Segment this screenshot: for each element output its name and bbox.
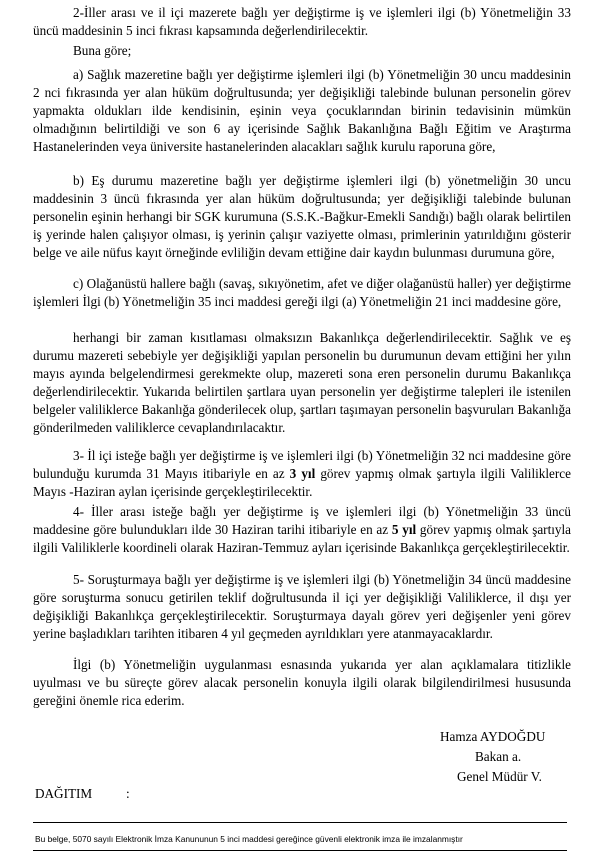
paragraph-spouse-excuse: b) Eş durumu mazeretine bağlı yer değiştirme işlemleri ilgi (b) yönetmeliğin 30 uncu maddesinin 3 üncü fıkrasında yer alan hüküm doğrultusunda; yer değişikliği talebinde bulunan personelin eşinin herhangi bir SGK kurumuna (S.S.K.-Bağkur-Emekli Sandığı) bağlı olarak belirtilen iş yerinde halen çalışıyor olması, iş yerinin çalışır vaziyette olması, primlerinin yatırıldığını gösterir belge ve aile nüfus kayıt örneğinde evliliğin devam ettiğine dair kaydın bulunması durumuna göre, (33, 173, 571, 260)
paragraph-ministry-evaluation: herhangi bir zaman kısıtlaması olmaksızın Bakanlıkça değerlendirilecektir. Sağlık ve eş durumu mazereti sebebiyle yer değişikliği yapılan personelin bu durumunun devam ettiğini her yılın mayıs ayında belgelendirmesi gerekmekte olup, mazereti sona eren personelin durumu Bakanlıkça değerlendirilecektir. Yukarıda belirtilen şartlara uyan personelin yer değiştirme talepleri ile istenilen belgeler valiliklerce Bakanlığa gönderilecek olup, şartları taşımayan personelin başvuruları Bakanlığa gönderilmeden valiliklerce cevaplandırılacaktır. (33, 330, 571, 435)
footer-rule-bottom (33, 850, 567, 851)
paragraph-in-province-voluntary (33, 447, 571, 501)
text-run: 4- İller arası isteğe bağlı yer değiştirme iş ve işlemleri ilgi (b) Yönetmeliğin 33 üncü maddesine göre bulundukları ilde 30 Haziran tarihi itibariyle en az (33, 504, 571, 537)
emphasis-years: 3 yıl (289, 466, 316, 481)
e-signature-notice: Bu belge, 5070 sayılı Elektronik İmza Kanununun 5 inci maddesi gereğince güvenli elektronik imza ile imzalanmıştır (35, 834, 463, 844)
text-run: görev yapmış olmak şartıyla ilgili Valiliklerce Mayıs -Haziran aylan içerisinde gerçekleştirilecektir. (33, 466, 572, 499)
signatory-title: Genel Müdür V. (457, 769, 542, 784)
signatory-name: Hamza AYDOĞDU (440, 729, 546, 744)
emphasis-years: 5 yıl (391, 522, 417, 537)
paragraph-investigation: 5- Soruşturmaya bağlı yer değiştirme iş ve işlemleri ilgi (b) Yönetmeliğin 34 üncü maddesine göre soruşturma sonucu getirilen teklif doğrultusunda il içi yer değişikliği Valiliklerce, il dışı yer değişikliği Bakanlıkça gerçekleştirilecektir. Soruşturmaya dayalı görev yeri değişenler yeni görev yerine başladıkları tarihten itibaren 4 yıl geçmeden ayrıldıkları yere atanmayacaklardır. (33, 572, 571, 641)
paragraph-closing-request: İlgi (b) Yönetmeliğin uygulanması esnasında yukarıda yer alan açıklamalara titizlikle uyulması ve bu süreçte görev alacak personelin konuyla ilgili olarak bilgilendirilmesi hususunda gereğini önemle rica ederim. (33, 657, 571, 708)
paragraph-interprovincial-excuse: 2-İller arası ve il içi mazerete bağlı yer değiştirme iş ve işlemleri ilgi (b) Yönetmeliğin 33 üncü maddesinin 5 inci fıkrası kapsamında değerlendirilecektir. (33, 5, 571, 38)
text-run: 3- İl içi isteğe bağlı yer değiştirme iş ve işlemleri ilgi (b) Yönetmeliğin 32 nci maddesine göre bulunduğu kurumda 31 Mayıs itibariyle en az (33, 448, 571, 481)
text-run: görev yapmış olmak şartıyla ilgili Valiliklerle koordineli olarak Haziran-Temmuz ayları içerisinde Bakanlıkça gerçekleştirilecektir. (33, 522, 572, 555)
paragraph-extraordinary-circumstances: c) Olağanüstü hallere bağlı (savaş, sıkıyönetim, afet ve diğer olağanüstü haller) yer değiştirme işlemleri İlgi (b) Yönetmeliğin 35 inci maddesi gereği ilgi (a) Yönetmeliğin 21 inci maddesine göre, (33, 276, 571, 309)
footer-rule-top (33, 822, 567, 823)
paragraph-buna-gore: Buna göre; (73, 43, 132, 58)
distribution-label: DAĞITIM (35, 786, 93, 801)
paragraph-interprovincial-voluntary (33, 503, 571, 557)
signatory-on-behalf: Bakan a. (475, 749, 522, 764)
distribution-colon: : (126, 786, 130, 801)
paragraph-health-excuse: a) Sağlık mazeretine bağlı yer değiştirme işlemleri ilgi (b) Yönetmeliğin 30 uncu maddesinin 2 nci fıkrasında yer alan hüküm doğrultusunda; yer değişikliği talebinde bulunan personelin görev yapmakta oldukları ilde kendisinin, eşinin veya çocuklarından birinin tedavisinin mümkün olmadığının belirtildiği ve son 6 ay içerisinde Sağlık Bakanlığına Bağlı Eğitim ve Araştırma Hastanelerinden veya üniversite hastanelerinden alacakları sağlık kurulu raporuna göre, (33, 67, 571, 154)
